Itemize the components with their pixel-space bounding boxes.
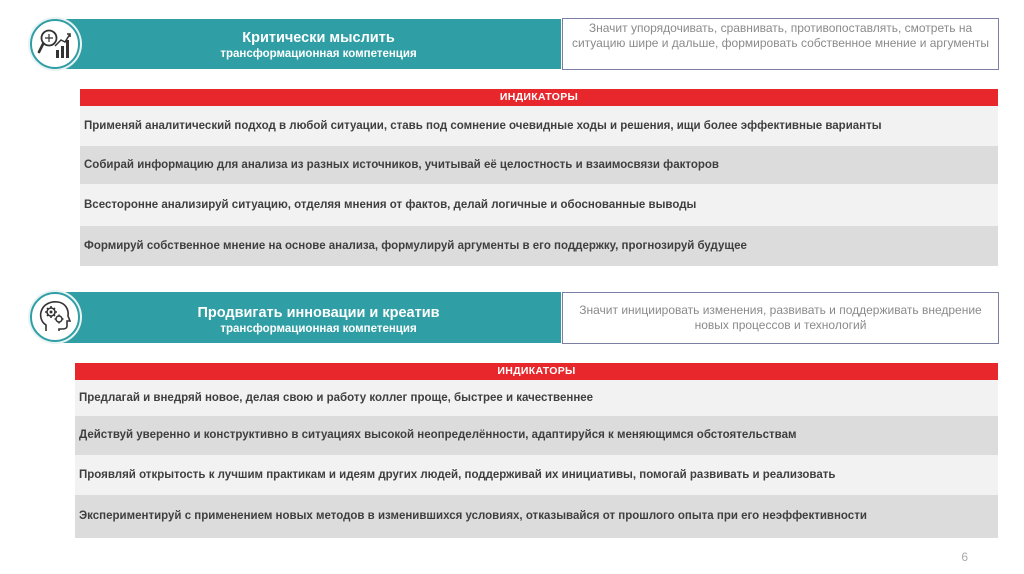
- indicator-row: Действуй уверенно и конструктивно в ситуациях высокой неопределённости, адаптируйся к меняющимся обстоятельствам: [75, 416, 998, 455]
- competency-header-1: [56, 19, 561, 69]
- head-gears-icon: [37, 299, 73, 335]
- indicators-header-1: ИНДИКАТОРЫ: [80, 89, 998, 106]
- indicator-row: Проявляй открытость к лучшим практикам и идеям других людей, поддерживай их инициативы, помогай развивать и реализовать: [75, 455, 998, 495]
- competency-description-2: Значит инициировать изменения, развивать и поддерживать внедрение новых процессов и технологий: [562, 292, 999, 344]
- competency-description-1: Значит упорядочивать, сравнивать, противопоставлять, смотреть на ситуацию шире и дальше, формировать собственное мнение и аргументы: [562, 18, 999, 70]
- indicator-row: Предлагай и внедряй новое, делая свою и работу коллег проще, быстрее и качественнее: [75, 380, 998, 416]
- indicator-list-2: [75, 380, 998, 538]
- indicators-header-2: ИНДИКАТОРЫ: [75, 363, 998, 380]
- page-number: 6: [961, 550, 968, 564]
- icon-badge-2: [30, 292, 80, 342]
- competency-title-2: Продвигать инновации и креатив: [197, 305, 440, 321]
- indicator-row: Собирай информацию для анализа из разных источников, учитывай её целостность и взаимосвязи факторов: [80, 146, 998, 184]
- competency-header-2: [56, 292, 561, 343]
- competency-title-1: Критически мыслить: [242, 30, 395, 46]
- indicator-row: Применяй аналитический подход в любой ситуации, ставь под сомнение очевидные ходы и решения, ищи более эффективные варианты: [80, 106, 998, 146]
- competency-subtitle-1: трансформационная компетенция: [220, 48, 417, 60]
- magnifier-chart-icon: [37, 26, 73, 62]
- indicator-row: Формируй собственное мнение на основе анализа, формулируй аргументы в его поддержку, прогнозируй будущее: [80, 226, 998, 266]
- indicator-row: Всесторонне анализируй ситуацию, отделяя мнения от фактов, делай логичные и обоснованные выводы: [80, 184, 998, 226]
- competency-subtitle-2: трансформационная компетенция: [220, 323, 417, 335]
- indicator-list-1: [80, 106, 998, 266]
- icon-badge-1: [30, 19, 80, 69]
- indicator-row: Экспериментируй с применением новых методов в изменившихся условиях, отказывайся от прошлого опыта при его неэффективности: [75, 495, 998, 538]
